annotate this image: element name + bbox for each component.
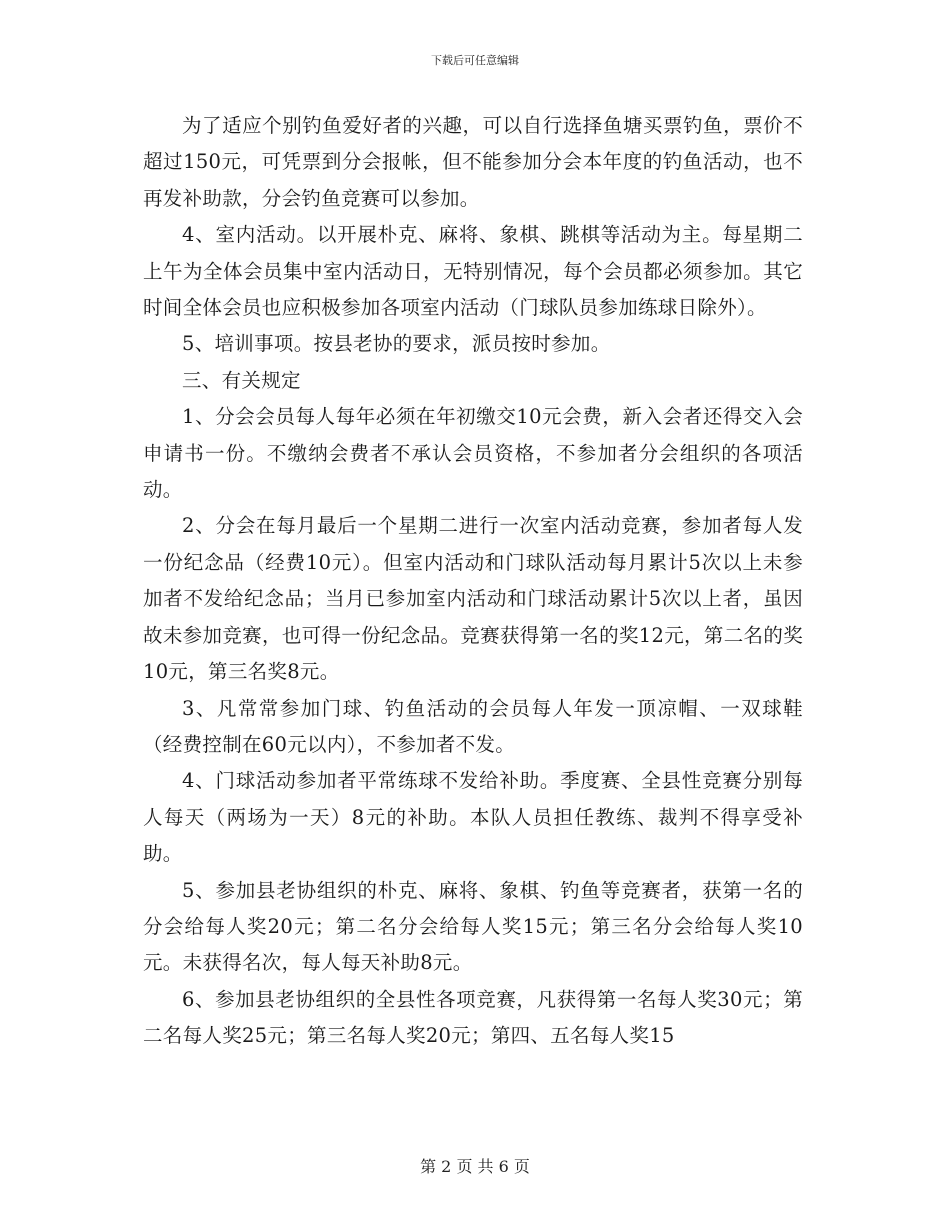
paragraph-rule-monthly-contest: 2、分会在每月最后一个星期二进行一次室内活动竞赛，参加者每人发一份纪念品（经费10元）。但室内活动和门球队活动每月累计5次以上未参加者不发给纪念品；当月已参加室内活动和门球活动累计5次以上者，虽因故未参加竞赛，也可得一份纪念品。竞赛获得第一名的奖12元，第二名的奖10元，第三名奖8元。 [143, 514, 803, 684]
page-number-footer: 第 2 页 共 6 页 [420, 1157, 530, 1176]
document-body [143, 108, 803, 1055]
paragraph-rule-county-games-awards: 5、参加县老协组织的朴克、麻将、象棋、钓鱼等竞赛者，获第一名的分会给每人奖20元；第二名分会给每人奖15元；第三名分会给每人奖10元。未获得名次，每人每天补助8元。 [143, 878, 803, 975]
paragraph-rule-hats-shoes: 3、凡常常参加门球、钓鱼活动的会员每人年发一顶凉帽、一双球鞋（经费控制在60元以内），不参加者不发。 [143, 696, 803, 756]
paragraph-indoor-activities: 4、室内活动。以开展朴克、麻将、象棋、跳棋等活动为主。每星期二上午为全体会员集中室内活动日，无特别情况，每个会员都必须参加。其它时间全体会员也应积极参加各项室内活动（门球队员参加练球日除外）。 [143, 223, 803, 320]
page-header: 下载后可任意编辑 [431, 54, 519, 67]
paragraph-training: 5、培训事项。按县老协的要求，派员按时参加。 [182, 332, 611, 356]
paragraph-rule-county-competition-awards: 6、参加县老协组织的全县性各项竞赛，凡获得第一名每人奖30元；第二名每人奖25元；第三名每人奖20元；第四、五名每人奖15 [143, 987, 803, 1048]
paragraph-rule-gateball-subsidy: 4、门球活动参加者平常练球不发给补助。季度赛、全县性竞赛分别每人每天（两场为一天）8元的补助。本队人员担任教练、裁判不得享受补助。 [143, 769, 803, 866]
paragraph-rule-membership-fee: 1、分会会员每人每年必须在年初缴交10元会费，新入会者还得交入会申请书一份。不缴纳会费者不承认会员资格，不参加者分会组织的各项活动。 [143, 405, 803, 502]
section-heading-regulations: 三、有关规定 [182, 368, 301, 392]
paragraph-fishing-pond: 为了适应个别钓鱼爱好者的兴趣，可以自行选择鱼塘买票钓鱼，票价不超过150元，可凭票到分会报帐，但不能参加分会本年度的钓鱼活动，也不再发补助款，分会钓鱼竞赛可以参加。 [143, 114, 803, 210]
